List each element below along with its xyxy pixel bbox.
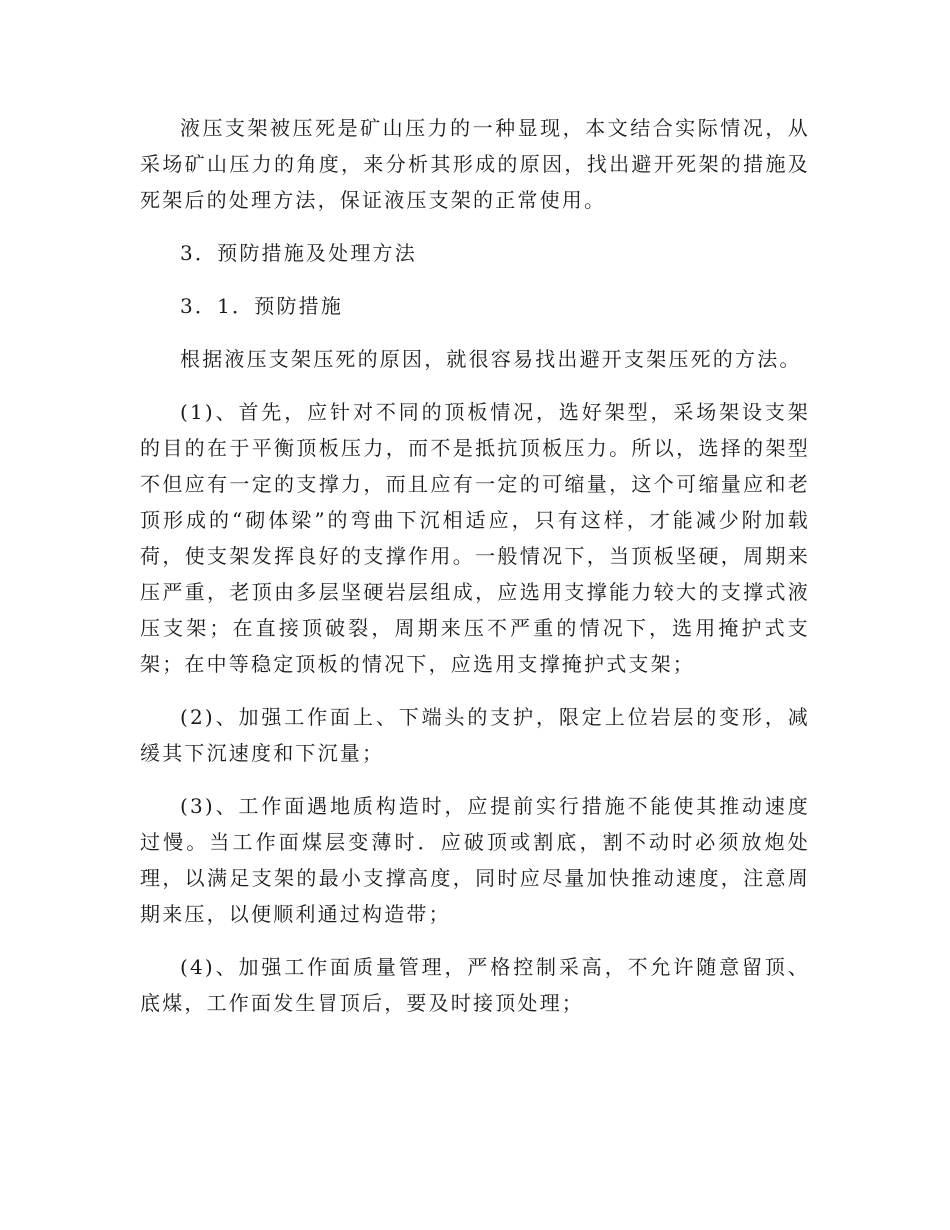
measure-item-4: (4)、加强工作面质量管理，严格控制采高，不允许随意留顶、底煤，工作面发生冒顶后，要及时接顶处理； <box>140 955 810 1015</box>
section-heading: 3．预防措施及处理方法 <box>180 241 417 265</box>
intro-paragraph: 液压支架被压死是矿山压力的一种显现，本文结合实际情况，从采场矿山压力的角度，来分析其形成的原因，找出避开死架的措施及死架后的处理方法，保证液压支架的正常使用。 <box>140 116 810 212</box>
measure-item-2: (2)、加强工作面上、下端头的支护，限定上位岩层的变形，减缓其下沉速度和下沉量； <box>140 705 810 765</box>
lead-paragraph: 根据液压支架压死的原因，就很容易找出避开支架压死的方法。 <box>180 347 802 371</box>
measure-item-1: (1)、首先，应针对不同的顶板情况，选好架型，采场架设支架的目的在于平衡顶板压力，而不是抵抗顶板压力。所以，选择的架型不但应有一定的支撑力，而且应有一定的可缩量，这个可缩量应和老顶形成的“砌体梁”的弯曲下沉相适应，只有这样，才能减少附加载荷，使支架发挥良好的支撑作用。一般情况下，当顶板坚硬，周期来压严重，老顶由多层坚硬岩层组成，应选用支撑能力较大的支撑式液压支架；在直接顶破裂，周期来压不严重的情况下，选用掩护式支架；在中等稳定顶板的情况下，应选用支撑掩护式支架； <box>140 400 810 676</box>
measure-item-3: (3)、工作面遇地质构造时，应提前实行措施不能使其推动速度过慢。当工作面煤层变薄时．应破顶或割底，割不动时必须放炮处理，以满足支架的最小支撑高度，同时应尽量加快推动速度，注意周期来压，以便顺利通过构造带； <box>140 794 810 926</box>
subsection-heading: 3．1．预防措施 <box>180 294 344 318</box>
document-body <box>140 110 810 1038</box>
